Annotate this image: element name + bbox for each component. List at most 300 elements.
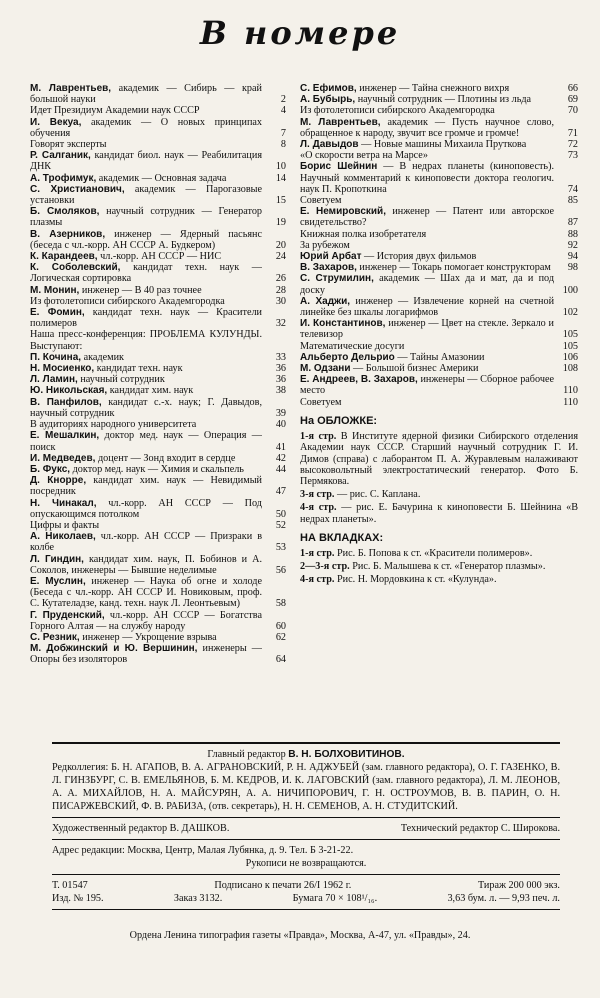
printer-line: Ордена Ленина типография газеты «Правда», Москва, А-47, ул. «Правды», 24. xyxy=(129,930,471,941)
entry-author: С. Христианович, xyxy=(30,183,125,195)
item-text: — рис. Е. Бачурина к киноповести Б. Шейнина «В недрах планеты». xyxy=(300,502,578,525)
entry-page: 98 xyxy=(567,262,578,274)
entry-text xyxy=(300,352,578,363)
contents-entry xyxy=(30,520,286,531)
entry-page: 7 xyxy=(280,127,286,139)
entry-title: кандидат хим. наук, П. Бобинов и А. Соколов, инженеры — Бывшие неделимые xyxy=(30,553,263,576)
entry-text xyxy=(30,352,286,363)
entry-text xyxy=(30,307,286,329)
contents-entry xyxy=(30,184,286,206)
entry-page: 52 xyxy=(275,519,286,531)
manuscripts-note: Рукописи не возвращаются. xyxy=(245,858,367,869)
entry-page: 19 xyxy=(275,217,286,229)
contents-entry xyxy=(30,385,286,396)
entry-author: Л. Гиндин, xyxy=(30,553,84,565)
entry-text xyxy=(30,498,286,520)
entry-title: — Тайны Амазонии xyxy=(397,351,485,363)
entry-text xyxy=(30,632,286,643)
entry-text xyxy=(30,520,286,531)
contents-entry xyxy=(30,475,286,497)
contents-entry xyxy=(30,285,286,296)
entry-author: М. Монин, xyxy=(30,284,80,296)
entry-title: Математические досуги xyxy=(300,340,405,352)
entry-author: В. Азерников, xyxy=(30,228,106,240)
entry-page: 106 xyxy=(562,351,578,363)
entry-page: 94 xyxy=(567,251,578,263)
item-label: 4-я стр. xyxy=(300,502,337,514)
entry-text xyxy=(30,251,286,262)
entry-title: — Большой бизнес Америки xyxy=(353,363,479,375)
contents-left-column xyxy=(30,83,286,666)
contents-entry xyxy=(300,363,578,374)
entry-title: За рубежом xyxy=(300,239,350,251)
entry-text xyxy=(300,374,578,396)
entry-page: 53 xyxy=(275,542,286,554)
entry-title: доктор мед. наук — Операция — поиск xyxy=(30,430,262,453)
entry-text xyxy=(30,184,286,206)
entry-page: 62 xyxy=(275,631,286,643)
entry-title: чл.-корр. АН СССР — НИС xyxy=(100,251,222,263)
entry-author: С. Резник, xyxy=(30,631,80,643)
entry-title: кандидат хим. наук xyxy=(109,385,194,397)
entry-title: «О скорости ветра на Марсе» xyxy=(300,150,428,162)
contents-entry xyxy=(300,94,578,105)
cover-item xyxy=(300,431,578,487)
entry-author: Н. Мосиенко, xyxy=(30,363,95,375)
entry-text xyxy=(30,105,286,116)
entry-author: Г. Пруденский, xyxy=(30,609,105,621)
entry-author: А. Трофимук, xyxy=(30,172,97,184)
entry-text xyxy=(300,139,578,150)
contents-entry xyxy=(30,83,286,105)
entry-page: 92 xyxy=(567,239,578,251)
entry-author: А. Бубырь, xyxy=(300,94,356,106)
entry-page: 36 xyxy=(275,363,286,375)
entry-text xyxy=(300,94,578,105)
entry-page: 110 xyxy=(563,396,578,408)
entry-title: академик — Пусть научное слово, обращенное к народу, звучит все громче и громче! xyxy=(300,116,554,139)
entry-author: Юрий Арбат xyxy=(300,251,362,263)
entry-text xyxy=(30,531,286,553)
entry-author: Д. Кнорре, xyxy=(30,475,87,487)
entry-author: И. Константинов, xyxy=(300,318,386,330)
entry-title: инженер — В 40 раз точнее xyxy=(81,284,202,296)
entry-text xyxy=(30,329,286,351)
entry-author: И. Медведев, xyxy=(30,452,96,464)
sheets: 3,63 бум. л. — 9,93 печ. л. xyxy=(447,893,560,904)
print-run: Тираж 200 000 экз. xyxy=(477,880,560,891)
entry-page: 39 xyxy=(275,407,286,419)
contents-entry xyxy=(30,105,286,116)
entry-author: Л. Ламин, xyxy=(30,374,78,386)
contents-right-list xyxy=(300,83,578,408)
entry-text xyxy=(30,285,286,296)
entry-page: 33 xyxy=(275,351,286,363)
entry-title: — В недрах планеты (киноповесть). Научный комментарий к киноповести доктора геологич. наук П. Кропоткина xyxy=(300,161,555,195)
entry-title: научный сотрудник xyxy=(80,374,165,386)
entry-title: академик — Парогазовые установки xyxy=(30,183,262,207)
contents-entry xyxy=(300,229,578,240)
entry-title: доктор мед. наук — Химия и скальпель xyxy=(72,463,244,475)
entry-author: И. Векуа, xyxy=(30,116,82,128)
item-label: 3-я стр. xyxy=(300,489,335,501)
entry-page: 88 xyxy=(567,228,578,240)
entry-page: 15 xyxy=(275,195,286,207)
entry-page: 105 xyxy=(562,340,578,352)
contents-entry xyxy=(300,262,578,273)
address: Адрес редакции: Москва, Центр, Малая Лубянка, д. 9. Тел. Б 3-21-22. xyxy=(52,845,354,856)
entry-text xyxy=(300,150,578,161)
entry-text xyxy=(300,318,578,340)
entry-author: М. Одзани xyxy=(300,363,351,375)
entry-text xyxy=(30,453,286,464)
print-info-row-1 xyxy=(52,879,560,892)
entry-page: 60 xyxy=(275,620,286,632)
editorial-board: Редколлегия: Б. Н. АГАПОВ, В. А. АГРАНОВСКИЙ, Р. Н. АДЖУБЕЙ (зам. главного редактора), О. Г. ГАЗЕНКО, В. Л. ГИНЗБУРГ, С. В. ЕМЕЛЬЯНОВ, Б. М. КЕДРОВ, И. К. ЛАГОВСКИЙ (зам. главного редактора), Л. М. ЛЕОНОВ, А. А. МИХАЙЛОВ, Н. А. МАЙСУРЯН, А. А. НИЧИПОРОВИЧ, Г. Н. ОСТРОУМОВ, В. В. ПАРИН, О. Н. ПИСАРЖЕВСКИЙ, Ф. В. РАБИЗА, (отв. секретарь), Н. Н. СЕМЕНОВ, А. Н. СТУДИТСКИЙ. xyxy=(52,762,560,812)
entry-page: 28 xyxy=(275,284,286,296)
entry-title: инженеры — Опоры без изоляторов xyxy=(30,643,262,666)
entry-author: В. Захаров, xyxy=(300,262,357,274)
contents-entry xyxy=(30,262,286,284)
entry-text xyxy=(30,117,286,139)
entry-page: 10 xyxy=(275,161,286,173)
entry-title: научный сотрудник — Генератор плазмы xyxy=(30,206,263,229)
contents-entry xyxy=(300,251,578,262)
entry-text xyxy=(300,229,578,240)
entry-title: инженер — Тайна снежного вихря xyxy=(359,83,510,94)
entry-page: 4 xyxy=(280,105,286,117)
contents-entry xyxy=(30,610,286,632)
entry-title: Наша пресс-конференция: ПРОБЛЕМА КУЛУНДЫ. Выступают: xyxy=(30,329,262,352)
entry-page: 85 xyxy=(567,195,578,207)
entry-text xyxy=(30,397,286,419)
signed-date: Подписано к печати 26/I 1962 г. xyxy=(214,880,352,891)
entry-page: 50 xyxy=(275,508,286,520)
contents-entry xyxy=(300,240,578,251)
entry-title: академик — О новых принципах обучения xyxy=(30,116,263,139)
entry-title: кандидат техн. наук — Красители полимеров xyxy=(30,307,263,330)
contents-entry xyxy=(30,150,286,172)
divider xyxy=(52,909,560,910)
contents-entry xyxy=(30,352,286,363)
entry-text xyxy=(30,150,286,172)
entry-title: Из фотолетописи сибирского Академгородка xyxy=(300,105,495,117)
contents-entry xyxy=(30,419,286,430)
entry-page: 8 xyxy=(280,139,286,151)
cover-list xyxy=(300,431,578,525)
entry-text xyxy=(30,229,286,251)
entry-title: Советуем xyxy=(300,396,342,408)
contents-entry xyxy=(300,150,578,161)
entry-title: Из фотолетописи сибирского Академгородка xyxy=(30,295,225,307)
contents-entry xyxy=(30,554,286,576)
editors-row xyxy=(52,822,560,835)
entry-text xyxy=(30,419,286,430)
entry-text xyxy=(300,341,578,352)
divider xyxy=(52,817,560,818)
entry-page: 71 xyxy=(567,127,578,139)
contents-entry xyxy=(30,296,286,307)
entry-text xyxy=(300,273,578,295)
entry-text xyxy=(300,83,578,94)
contents-entry xyxy=(300,397,578,408)
entry-title: Цифры и факты xyxy=(30,519,100,531)
entry-title: чл.-корр. АН СССР — Под опускающимся потолком xyxy=(30,497,262,520)
contents-entry xyxy=(30,173,286,184)
entry-author: Б. Фукс, xyxy=(30,463,71,475)
entry-title: инженер — Укрощение взрыва xyxy=(82,631,217,643)
entry-title: академик xyxy=(83,351,124,363)
entry-author: Альберто Дельрио xyxy=(300,351,395,363)
entry-title: В аудиториях народного университета xyxy=(30,419,197,431)
entry-page: 74 xyxy=(567,183,578,195)
entry-page: 30 xyxy=(275,295,286,307)
print-info-row-2 xyxy=(52,892,560,905)
inserts-list xyxy=(300,548,578,586)
entry-author: Е. Немировский, xyxy=(300,206,386,218)
entry-text xyxy=(30,206,286,228)
entry-text xyxy=(30,464,286,475)
entry-author: М. Добжинский и Ю. Вершинин, xyxy=(30,643,198,655)
entry-author: М. Лаврентьев, xyxy=(300,116,381,128)
entry-title: инженеры — Сборное рабочее место xyxy=(300,374,554,397)
entry-author: В. Панфилов, xyxy=(30,396,102,408)
entry-page: 108 xyxy=(562,363,578,375)
contents-entry xyxy=(300,206,578,228)
entry-title: Советуем xyxy=(300,195,342,207)
contents-entry xyxy=(30,498,286,520)
entry-text xyxy=(300,397,578,408)
entry-author: Б. Смоляков, xyxy=(30,206,100,218)
entry-title: — Новые машины Михаила Пруткова xyxy=(361,139,527,151)
entry-page: 105 xyxy=(562,329,578,341)
divider xyxy=(52,742,560,744)
entry-page: 14 xyxy=(275,172,286,184)
entry-text xyxy=(300,161,578,195)
item-text: В Институте ядерной физики Сибирского отделения Академии наук СССР. Старший научный сотрудник Г. И. Димов (справа) с лаборантом П. А. Журавлевым налаживают высоковольтный электростатический генератор. Фото Б. Пермякова. xyxy=(300,431,579,487)
entry-title: кандидат с.-х. наук; Г. Давыдов, научный сотрудник xyxy=(30,396,262,419)
contents-entry xyxy=(30,206,286,228)
entry-text xyxy=(30,296,286,307)
chief-editor xyxy=(52,748,560,761)
inserts-item xyxy=(300,548,578,559)
entry-text xyxy=(30,374,286,385)
entry-page: 100 xyxy=(562,284,578,296)
contents-right-column xyxy=(300,83,578,588)
entry-page: 26 xyxy=(275,273,286,285)
contents-entry xyxy=(30,307,286,329)
entry-title: кандидат техн. наук xyxy=(96,363,183,375)
entry-text xyxy=(300,251,578,262)
izd-number: Изд. № 195. xyxy=(52,893,104,904)
entry-page: 64 xyxy=(275,654,286,666)
inserts-item xyxy=(300,574,578,585)
contents-entry xyxy=(300,139,578,150)
contents-entry xyxy=(30,117,286,139)
entry-title: Книжная полка изобретателя xyxy=(300,228,427,240)
entry-text xyxy=(300,296,578,318)
entry-page: 102 xyxy=(562,307,578,319)
entry-author: Борис Шейнин xyxy=(300,161,378,173)
cover-item xyxy=(300,489,578,500)
entry-author: Е. Фомин, xyxy=(30,307,85,319)
contents-entry xyxy=(300,83,578,94)
entry-text xyxy=(300,262,578,273)
contents-entry xyxy=(300,273,578,295)
t-number: Т. 01547 xyxy=(52,880,88,891)
art-editor: Художественный редактор В. ДАШКОВ. xyxy=(52,823,230,834)
entry-title: чл.-корр. АН СССР — Богатства Горного Алтая — на службу народу xyxy=(30,609,262,632)
entry-page: 32 xyxy=(275,318,286,330)
entry-title: кандидат биол. наук — Реабилитация ДНК xyxy=(30,150,263,173)
item-text: — рис. С. Каплана. xyxy=(336,489,421,501)
contents-entry xyxy=(30,464,286,475)
item-label: 2—3-я стр. xyxy=(300,561,350,573)
item-label: 1-я стр. xyxy=(300,431,337,443)
entry-page: 70 xyxy=(567,105,578,117)
entry-page: 58 xyxy=(275,598,286,610)
entry-author: К. Карандеев, xyxy=(30,251,98,263)
contents-entry xyxy=(30,430,286,452)
contents-entry xyxy=(30,251,286,262)
cover-heading: На ОБЛОЖКЕ: xyxy=(300,414,378,427)
entry-author: Ю. Никольская, xyxy=(30,385,108,397)
entry-author: Е. Андреев, В. Захаров, xyxy=(300,374,418,386)
entry-text xyxy=(30,576,286,610)
divider xyxy=(52,839,560,840)
entry-author: Н. Чинакал, xyxy=(30,497,97,509)
contents-entry xyxy=(30,329,286,351)
entry-page: 44 xyxy=(275,463,286,475)
contents-entry xyxy=(30,374,286,385)
contents-entry xyxy=(300,341,578,352)
entry-author: А. Хаджи, xyxy=(300,295,351,307)
contents-entry xyxy=(30,229,286,251)
entry-title: Говорят эксперты xyxy=(30,139,107,151)
entry-text xyxy=(30,262,286,284)
entry-title: доцент — Зонд входит в сердце xyxy=(97,452,236,464)
entry-author: П. Кочина, xyxy=(30,351,82,363)
entry-page: 66 xyxy=(567,83,578,94)
paper-format: Бумага 70 × 108¹/₁₆. xyxy=(292,893,378,904)
entry-author: Р. Салганик, xyxy=(30,150,91,162)
contents-entry xyxy=(30,576,286,610)
entry-author: М. Лаврентьев, xyxy=(30,83,112,94)
entry-page: 69 xyxy=(567,94,578,106)
entry-page: 110 xyxy=(563,385,578,397)
inserts-item xyxy=(300,561,578,572)
entry-title: инженер — Извлечение корней на счетной линейке без шкалы логарифмов xyxy=(300,295,555,319)
entry-text xyxy=(300,105,578,116)
entry-text xyxy=(30,430,286,452)
contents-entry xyxy=(300,318,578,340)
entry-title: инженер — Патент или авторское свидетельство? xyxy=(300,206,554,229)
contents-entry xyxy=(300,352,578,363)
entry-title: кандидат техн. наук — Логическая сортировка xyxy=(30,262,262,285)
entry-title: — История двух фильмов xyxy=(364,251,477,263)
entry-text xyxy=(30,173,286,184)
entry-page: 36 xyxy=(275,374,286,386)
entry-author: А. Николаев, xyxy=(30,531,96,543)
page-title: В номере xyxy=(199,14,401,52)
entry-page: 42 xyxy=(275,452,286,464)
entry-text xyxy=(30,475,286,497)
entry-text xyxy=(30,385,286,396)
divider xyxy=(52,874,560,875)
item-text: Рис. Б. Малышева к ст. «Генератор плазмы». xyxy=(352,561,546,573)
entry-author: Е. Мешалкин, xyxy=(30,430,100,442)
contents-entry xyxy=(30,397,286,419)
entry-text xyxy=(30,643,286,665)
entry-title: Идет Президиум Академии наук СССР xyxy=(30,105,200,117)
contents-entry xyxy=(300,195,578,206)
entry-author: С. Ефимов, xyxy=(300,83,357,94)
tech-editor: Технический редактор С. Широкова. xyxy=(400,823,560,834)
entry-page: 72 xyxy=(567,139,578,151)
entry-title: инженер — Ядерный пасьянс (беседа с чл.-корр. АН СССР А. Будкером) xyxy=(30,228,263,251)
entry-title: инженер — Цвет на стекле. Зеркало и телевизор xyxy=(300,318,554,341)
entry-text xyxy=(300,206,578,228)
entry-title: академик — Сибирь — край большой науки xyxy=(30,83,263,106)
entry-text xyxy=(300,195,578,206)
item-text: Рис. Б. Попова к ст. «Красители полимеров». xyxy=(336,547,533,559)
entry-page: 56 xyxy=(275,564,286,576)
inserts-heading: НА ВКЛАДКАХ: xyxy=(300,531,384,544)
entry-text xyxy=(30,554,286,576)
contents-entry xyxy=(30,453,286,464)
entry-page: 73 xyxy=(567,150,578,162)
contents-entry xyxy=(300,161,578,195)
contents-entry xyxy=(30,632,286,643)
entry-author: К. Соболевский, xyxy=(30,262,121,274)
cover-item xyxy=(300,502,578,524)
entry-text xyxy=(300,117,578,139)
entry-text xyxy=(30,610,286,632)
entry-page: 40 xyxy=(275,419,286,431)
entry-title: инженер — Наука об огне и холоде (Беседа с чл.-корр. АН СССР И. Новиковым, проф. С. Кутателадзе, канд. техн. наук Л. Леонтьевым) xyxy=(30,575,263,610)
chief-editor-label: Главный редактор xyxy=(207,749,286,760)
entry-page: 47 xyxy=(275,486,286,498)
entry-title: академик — Шах да и мат, да и под доску xyxy=(300,273,555,296)
entry-page: 24 xyxy=(275,251,286,263)
contents-entry xyxy=(300,296,578,318)
entry-page: 38 xyxy=(275,385,286,397)
contents-entry xyxy=(300,117,578,139)
chief-editor-name: В. Н. БОЛХОВИТИНОВ. xyxy=(288,749,405,760)
entry-title: кандидат хим. наук — Невидимый посредник xyxy=(30,475,262,498)
contents-entry xyxy=(30,363,286,374)
entry-title: инженер — Токарь помогает конструкторам xyxy=(359,262,551,274)
item-label: 4-я стр. xyxy=(300,574,335,586)
entry-page: 41 xyxy=(275,441,286,453)
entry-text xyxy=(300,363,578,374)
entry-author: Л. Давыдов xyxy=(300,139,359,151)
entry-title: академик — Основная задача xyxy=(98,172,227,184)
entry-text xyxy=(300,240,578,251)
entry-author: Е. Муслин, xyxy=(30,575,86,587)
entry-page: 20 xyxy=(275,239,286,251)
imprint xyxy=(52,738,560,914)
contents-entry xyxy=(300,374,578,396)
entry-text xyxy=(30,363,286,374)
item-text: Рис. Н. Мордовкина к ст. «Кулунда». xyxy=(336,574,497,586)
contents-entry xyxy=(30,643,286,665)
contents-entry xyxy=(300,105,578,116)
entry-page: 87 xyxy=(567,217,578,229)
entry-title: чл.-корр. АН СССР — Призраки в колбе xyxy=(30,531,263,554)
entry-text xyxy=(30,83,286,105)
contents-entry xyxy=(30,531,286,553)
